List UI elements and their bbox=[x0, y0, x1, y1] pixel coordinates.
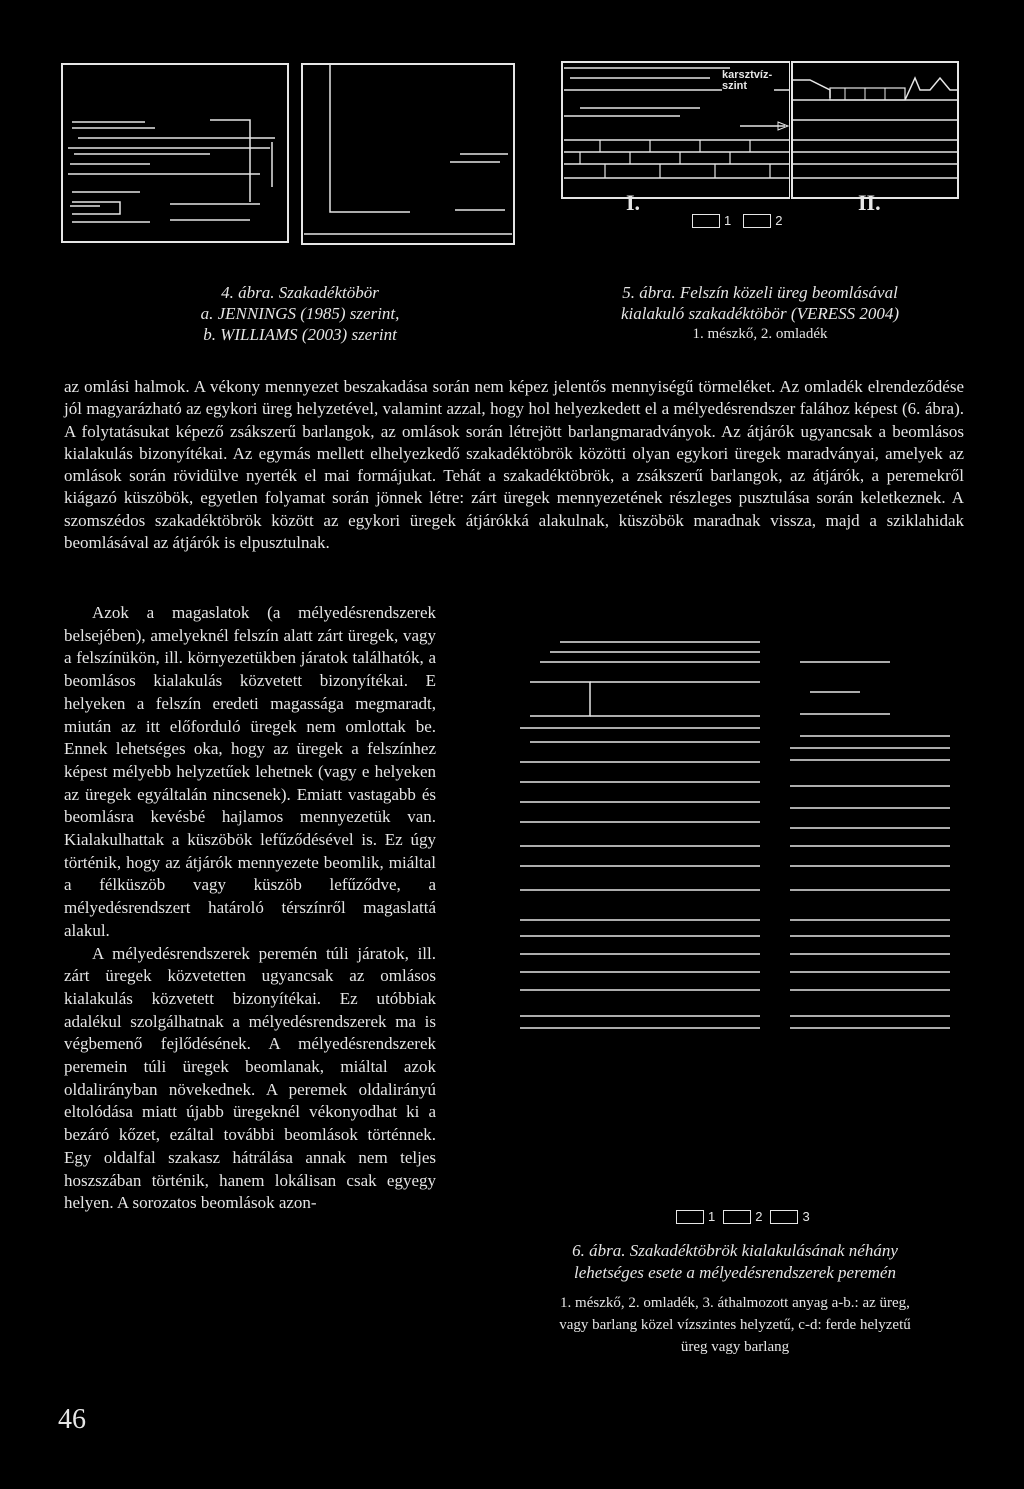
fig4-caption-line2: a. JENNINGS (1985) szerint, bbox=[200, 304, 400, 323]
debris-swatch bbox=[743, 214, 771, 228]
body-full-paragraph-block bbox=[64, 376, 964, 554]
fig5-label-I: I. bbox=[626, 190, 641, 215]
page-number: 46 bbox=[58, 1404, 86, 1435]
fig6-caption-line2: lehetséges esete a mélyedésrendszerek peremén bbox=[574, 1263, 896, 1282]
fig5-legend bbox=[692, 212, 782, 230]
body-full-paragraph: az omlási halmok. A vékony mennyezet beszakadása során nem képez jelentős mennyiségű törmeléket. Az omladék elrendeződése jól magyarázható az egykori üreg helyzetével, valamint azzal, hogy hol helyezkedett el a mélyedésrendszer falához képest (6. ábra). A folytatásukat képező zsákszerű barlangok, az omlások során létrejött barlangmaradványok. Az átjárók ugyancsak a beomlásos kialakulás bizonyítékai. Az egymás mellett elhelyezkedő szakadéktöbrök közötti olyan egykori üregek maradványai, amelyek az omlások során rövidülve nyerték el mai formájukat. Tehát a szakadéktöbrök, a zsákszerű barlangok, az átjárók, a peremekről kiágazó küszöbök, egyetlen folyamat során jönnek létre: zárt üregek mennyezetének részleges pusztulása során keletkeznek. A szomszédos szakadéktöbrök között az egykori üregek átjárókká alakulnak, küszöbök maradnak vissza, majd a sziklahidak beomlásával az átjárók is elpusztulnak. bbox=[64, 377, 964, 553]
fig4-caption-line3: b. WILLIAMS (2003) szerint bbox=[203, 325, 397, 344]
body-column-paragraph-1: Azok a magaslatok (a mélyedésrendszerek belsejében), amelyeknél felszín alatt zárt üregek, vagy a felszínükön, ill. környezetükben járatok találhatók, a beomlásos kialakulás közvetett bizonyítékai. E helyeken a felszín eredeti magassága megmaradt, miután az itt előforduló üregek nem omlottak be. Ennek lehetséges oka, hogy az üregek a felszínhez képest mélyebb helyzetűek lehetnek (vagy e helyeken az üregek egyáltalán nincsenek). Emiatt vastagabb és beomlásra kevésbé hajlamos mennyezetük van. Kialakulhattak a küszöbök lefűződésével is. Ez úgy történik, hogy az átjárók mennyezete beomlik, miáltal a félküszöb vagy küszöb lefűződve, a mélyedésrendszert határoló térszínről magaslattá alakul. bbox=[64, 603, 436, 940]
fig6-caption-line4: vagy barlang közel vízszintes helyzetű, c-d: ferde helyzetű bbox=[559, 1317, 911, 1333]
limestone-swatch bbox=[676, 1210, 704, 1224]
fig6-caption bbox=[490, 1240, 980, 1358]
body-column bbox=[64, 602, 436, 1215]
fig5-label-II: II. bbox=[858, 190, 881, 215]
fig5-karstwater-label: karsztvíz-szint bbox=[722, 69, 773, 92]
fig6-legend-3: 3 bbox=[802, 1209, 810, 1224]
redeposited-material-swatch bbox=[770, 1210, 798, 1224]
fig4-caption bbox=[150, 282, 450, 345]
fig5-legend-2: 2 bbox=[775, 213, 783, 228]
fig6-caption-line1: 6. ábra. Szakadéktöbrök kialakulásának néhány bbox=[572, 1241, 898, 1260]
fig6-caption-line3: 1. mészkő, 2. omladék, 3. áthalmozott anyag a-b.: az üreg, bbox=[560, 1295, 910, 1311]
debris-swatch bbox=[723, 1210, 751, 1224]
fig4-diagram-b bbox=[300, 62, 516, 246]
fig6-legend-2: 2 bbox=[755, 1209, 763, 1224]
fig6-caption-line5: üreg vagy barlang bbox=[680, 1339, 790, 1355]
fig5-caption-line3: 1. mészkő, 2. omladék bbox=[692, 326, 828, 342]
fig4-caption-line1: 4. ábra. Szakadéktöbör bbox=[221, 283, 379, 302]
fig5-caption-line2: kialakuló szakadéktöbör (VERESS 2004) bbox=[620, 304, 900, 323]
fig6-legend-1: 1 bbox=[708, 1209, 716, 1224]
limestone-swatch bbox=[692, 214, 720, 228]
fig6-legend bbox=[676, 1208, 810, 1226]
fig5-caption-line1: 5. ábra. Felszín közeli üreg beomlásával bbox=[622, 283, 898, 302]
body-column-paragraph-2: A mélyedésrendszerek peremén túli járatok, ill. zárt üregek közvetetten ugyancsak az omlásos kialakulás közvetett bizonyítékai. Ez utóbbiak adalékul szolgálhatnak a mélyedésrendszerek ma is végbemenő fejlődésének. A mélyedésrendszerek peremein túli üregek beomlanak, miáltal azok oldalirányban növekednek. A peremek oldalirányú eltolódása miatt újabb üregeknél vékonyodhat ki a bezáró kőzet, ezáltal további beomlások történnek. Egy oldalfal szakasz hátrálása annak nem teljes hoszszában történik, hanem lokálisan csak egyegy helyen. A sorozatos beomlások azon- bbox=[64, 943, 436, 1213]
fig5-legend-1: 1 bbox=[724, 213, 732, 228]
fig5-diagram-II bbox=[790, 60, 960, 200]
fig5-caption bbox=[560, 282, 960, 345]
fig4-diagram-a bbox=[60, 62, 290, 244]
fig6-diagram bbox=[510, 636, 970, 1186]
